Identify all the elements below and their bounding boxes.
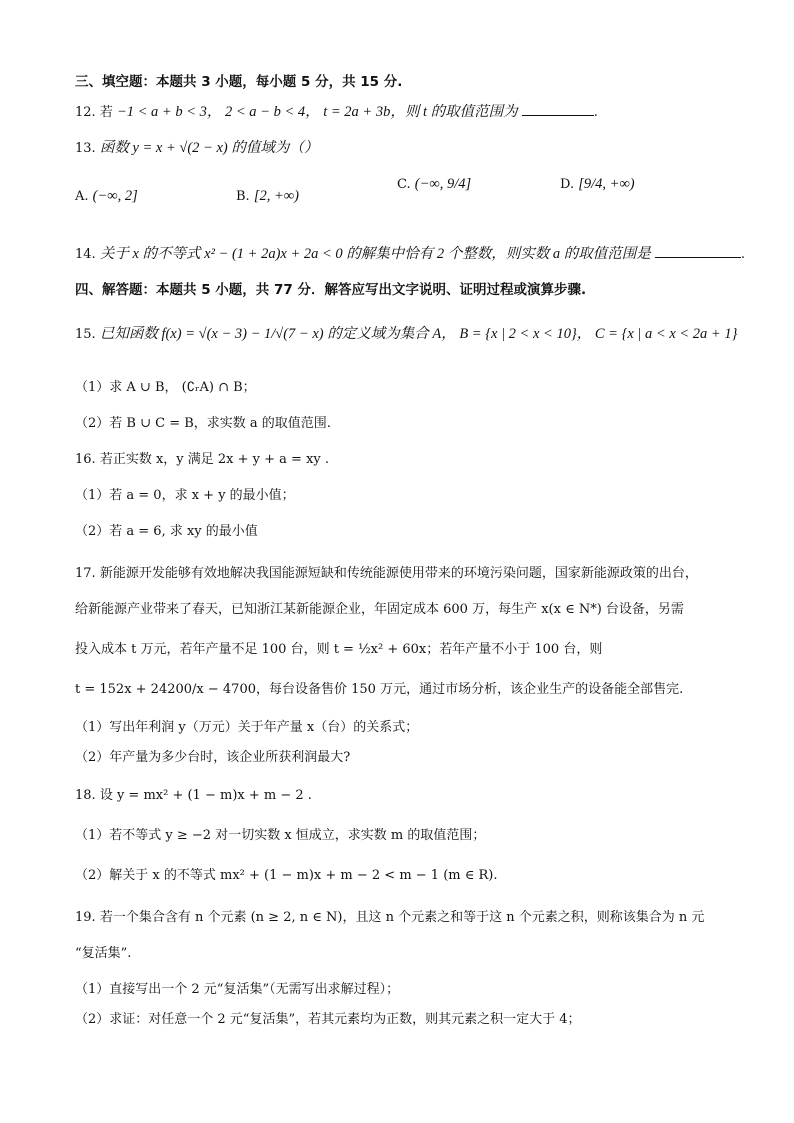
q13-option-a[interactable] bbox=[75, 188, 138, 205]
q14-number: 14. bbox=[75, 247, 96, 262]
option-label: C. bbox=[397, 177, 411, 192]
q17-part-1: （1）写出年利润 y（万元）关于年产量 x（台）的关系式； bbox=[75, 720, 419, 735]
question-19 bbox=[75, 906, 704, 925]
q19-part-2: （2）求证：对任意一个 2 元“复活集”，若其元素均为正数，则其元素之积一定大于 4； bbox=[75, 1012, 581, 1027]
option-label: B. bbox=[236, 189, 250, 204]
question-17 bbox=[75, 562, 698, 581]
q15-text: 已知函数 f(x) = √(x − 3) − 1/√(7 − x) 的定义域为集合 A， B = {x | 2 < x < 10}， C = {x | a < x < 2a + 1} bbox=[99, 326, 738, 342]
question-15 bbox=[75, 322, 737, 343]
option-value: (−∞, 2] bbox=[92, 188, 138, 204]
q18-part-2: （2）解关于 x 的不等式 mx² + (1 − m)x + m − 2 < m − 1 (m ∈ R). bbox=[75, 868, 498, 883]
q13-option-c[interactable] bbox=[397, 176, 471, 193]
q19-part-1: （1）直接写出一个 2 元“复活集”（无需写出求解过程）； bbox=[75, 982, 400, 997]
q17-number: 17. bbox=[75, 566, 96, 581]
question-13 bbox=[75, 136, 318, 157]
q14-answer-blank[interactable] bbox=[655, 245, 741, 258]
q15-part-2: （2）若 B ∪ C = B，求实数 a 的取值范围. bbox=[75, 416, 331, 431]
q17-part-2: （2）年产量为多少台时，该企业所获利润最大? bbox=[75, 750, 351, 765]
option-label: D. bbox=[560, 177, 575, 192]
q16-number: 16. bbox=[75, 452, 96, 467]
q14-end: . bbox=[740, 247, 746, 262]
q15-part-1: （1）求 A ∪ B， (∁ᵣA) ∩ B； bbox=[75, 380, 256, 395]
option-value: [2, +∞) bbox=[253, 188, 299, 204]
q13-option-b[interactable] bbox=[236, 188, 299, 205]
section-3-title: 三、填空题：本题共 3 小题，每小题 5 分，共 15 分. bbox=[75, 74, 403, 90]
q12-conditions: −1 < a + b < 3， 2 < a − b < 4， t = 2a + 3b，则 t 的取值范围为 bbox=[116, 104, 518, 120]
q17-line-2: 给新能源产业带来了春天，已知浙江某新能源企业，年固定成本 600 万，每生产 x(x ∈ N*) 台设备，另需 bbox=[75, 602, 684, 617]
q17-line-1: 新能源开发能够有效地解决我国能源短缺和传统能源使用带来的环境污染问题，国家新能源政策的出台， bbox=[99, 566, 698, 581]
q15-number: 15. bbox=[75, 327, 96, 342]
q12-end: . bbox=[593, 105, 598, 120]
option-value: [9/4, +∞) bbox=[578, 176, 635, 192]
q18-part-1: （1）若不等式 y ≥ −2 对一切实数 x 恒成立，求实数 m 的取值范围； bbox=[75, 828, 486, 843]
q16-text: 若正实数 x，y 满足 2x + y + a = xy . bbox=[99, 452, 330, 467]
q12-answer-blank[interactable] bbox=[522, 103, 594, 116]
q19-line-1: 若一个集合含有 n 个元素 (n ≥ 2, n ∈ N)，且这 n 个元素之和等于这 n 个元素之积，则称该集合为 n 元 bbox=[99, 910, 705, 925]
q19-line-2: “复活集”. bbox=[75, 946, 132, 961]
q17-line-3: 投入成本 t 万元，若年产量不足 100 台，则 t = ½x² + 60x；若年产量不小于 100 台，则 bbox=[75, 642, 603, 657]
q16-part-1: （1）若 a = 0，求 x + y 的最小值； bbox=[75, 488, 295, 503]
q18-number: 18. bbox=[75, 788, 96, 803]
section-4-title: 四、解答题：本题共 5 小题，共 77 分．解答应写出文字说明、证明过程或演算步骤. bbox=[75, 282, 587, 298]
q14-text: 关于 x 的不等式 x² − (1 + 2a)x + 2a < 0 的解集中恰有 2 个整数，则实数 a 的取值范围是 bbox=[99, 246, 651, 262]
q12-lead: 若 bbox=[99, 105, 113, 120]
q13-text: 函数 y = x + √(2 − x) 的值域为（） bbox=[99, 140, 319, 156]
q19-number: 19. bbox=[75, 910, 96, 925]
question-18 bbox=[75, 784, 312, 803]
option-value: (−∞, 9/4] bbox=[414, 176, 472, 192]
q13-number: 13. bbox=[75, 141, 96, 156]
option-label: A. bbox=[75, 189, 89, 204]
q18-text: 设 y = mx² + (1 − m)x + m − 2 . bbox=[99, 788, 312, 803]
question-12 bbox=[75, 100, 598, 121]
q16-part-2: （2）若 a = 6, 求 xy 的最小值 bbox=[75, 524, 258, 539]
question-16 bbox=[75, 448, 329, 467]
q12-number: 12. bbox=[75, 105, 96, 120]
question-14 bbox=[75, 242, 745, 263]
q13-option-d[interactable] bbox=[560, 176, 635, 193]
q17-line-4: t = 152x + 24200/x − 4700，每台设备售价 150 万元，通过市场分析，该企业生产的设备能全部售完. bbox=[75, 682, 684, 697]
